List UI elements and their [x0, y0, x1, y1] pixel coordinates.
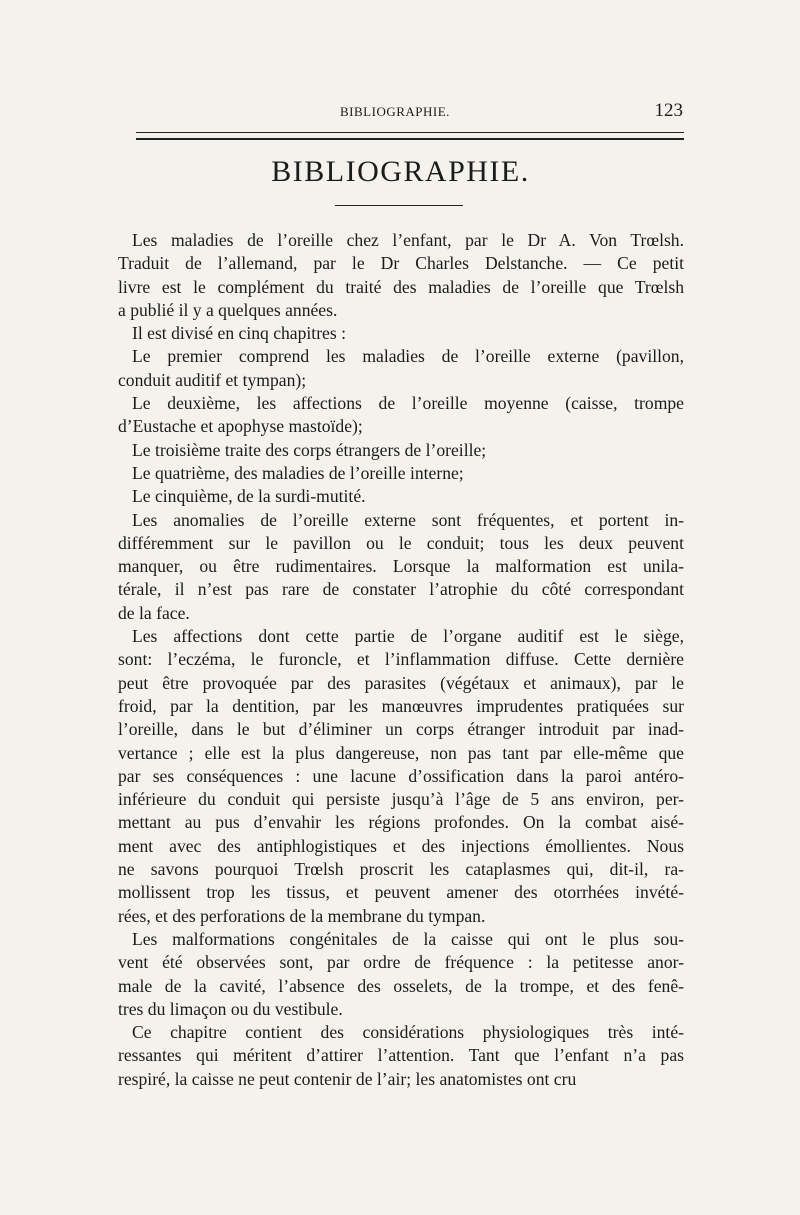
text-line: manquer, ou être rudimentaires. Lorsque la malformation est unila- [118, 556, 684, 577]
text-line: Le troisième traite des corps étrangers de l’oreille; [132, 439, 487, 460]
text-line: inférieure du conduit qui persiste jusqu’à l’âge de 5 ans environ, per- [118, 789, 684, 810]
text-line: Le premier comprend les maladies de l’oreille externe (pavillon, [132, 346, 684, 367]
paragraph [118, 439, 684, 462]
header-rule-thick [136, 138, 684, 140]
text-line: ment avec des antiphlogistiques et des injections émollientes. Nous [118, 835, 684, 856]
header-rule-thin [136, 132, 684, 133]
text-line: de la face. [118, 602, 190, 623]
text-line: vent été observées sont, par ordre de fréquence : la petitesse anor- [118, 952, 684, 973]
text-line: Ce chapitre contient des considérations physiologiques très inté- [132, 1022, 684, 1043]
text-line: conduit auditif et tympan); [118, 369, 307, 390]
text-line: rées, et des perforations de la membrane du tympan. [118, 905, 486, 926]
text-line: Il est divisé en cinq chapitres : [132, 323, 346, 344]
text-line: Les affections dont cette partie de l’organe auditif est le siège, [132, 626, 684, 647]
text-line: Les malformations congénitales de la caisse qui ont le plus sou- [132, 928, 684, 949]
paragraph [118, 462, 684, 485]
text-line: ressantes qui méritent d’attirer l’attention. Tant que l’enfant n’a pas [118, 1045, 684, 1066]
text-line: mollissent trop les tissus, et peuvent amener des otorrhées invété- [118, 882, 684, 903]
text-line: Le cinquième, de la surdi-mutité. [132, 486, 366, 507]
text-line: par ses conséquences : une lacune d’ossification dans la paroi antéro- [118, 765, 684, 786]
text-line: d’Eustache et apophyse mastoïde); [118, 416, 363, 437]
body-text [118, 229, 684, 1091]
text-line: livre est le complément du traité des maladies de l’oreille que Trœlsh [118, 276, 684, 297]
text-line: Les maladies de l’oreille chez l’enfant, par le Dr A. Von Trœlsh. [132, 230, 684, 250]
text-line: ne savons pourquoi Trœlsh proscrit les cataplasmes qui, dit-il, ra- [118, 859, 684, 880]
section-title: BIBLIOGRAPHIE. [271, 155, 530, 188]
text-line: différemment sur le pavillon ou le conduit; tous les deux peuvent [118, 532, 684, 553]
text-line: peut être provoquée par des parasites (végétaux et animaux), par le [118, 672, 684, 693]
paragraph [118, 392, 684, 439]
running-title: BIBLIOGRAPHIE. [340, 104, 450, 119]
running-head [118, 100, 683, 126]
text-line: vertance ; elle est la plus dangereuse, non pas tant par elle-même que [118, 742, 684, 763]
paragraph [118, 229, 684, 322]
title-rule [335, 205, 463, 206]
paragraph [118, 485, 684, 508]
text-line: a publié il y a quelques années. [118, 299, 338, 320]
text-line: mettant au pus d’envahir les régions profondes. On la combat aisé- [118, 812, 684, 833]
text-line: térale, il n’est pas rare de constater l’atrophie du côté correspondant [118, 579, 684, 600]
text-line: tres du limaçon ou du vestibule. [118, 998, 343, 1019]
text-line: respiré, la caisse ne peut contenir de l’air; les anatomistes ont cru [118, 1068, 577, 1089]
text-line: froid, par la dentition, par les manœuvres imprudentes pratiquées sur [118, 695, 684, 716]
paragraph [118, 322, 684, 345]
text-line: Les anomalies de l’oreille externe sont fréquentes, et portent in- [132, 509, 684, 530]
text-line: Le quatrième, des maladies de l’oreille interne; [132, 462, 464, 483]
text-line: Le deuxième, les affections de l’oreille moyenne (caisse, trompe [132, 393, 684, 414]
text-line: male de la cavité, l’absence des osselets, de la trompe, et des fenê- [118, 975, 684, 996]
text-line: Traduit de l’allemand, par le Dr Charles Delstanche. — Ce petit [118, 253, 684, 274]
paragraph [118, 1021, 684, 1091]
text-line: sont: l’eczéma, le furoncle, et l’inflammation diffuse. Cette dernière [118, 649, 684, 670]
paragraph [118, 345, 684, 392]
page-number: 123 [654, 100, 683, 121]
paragraph [118, 625, 684, 928]
paragraph [118, 509, 684, 625]
paragraph [118, 928, 684, 1021]
text-line: l’oreille, dans le but d’éliminer un corps étranger introduit par inad- [118, 719, 684, 740]
